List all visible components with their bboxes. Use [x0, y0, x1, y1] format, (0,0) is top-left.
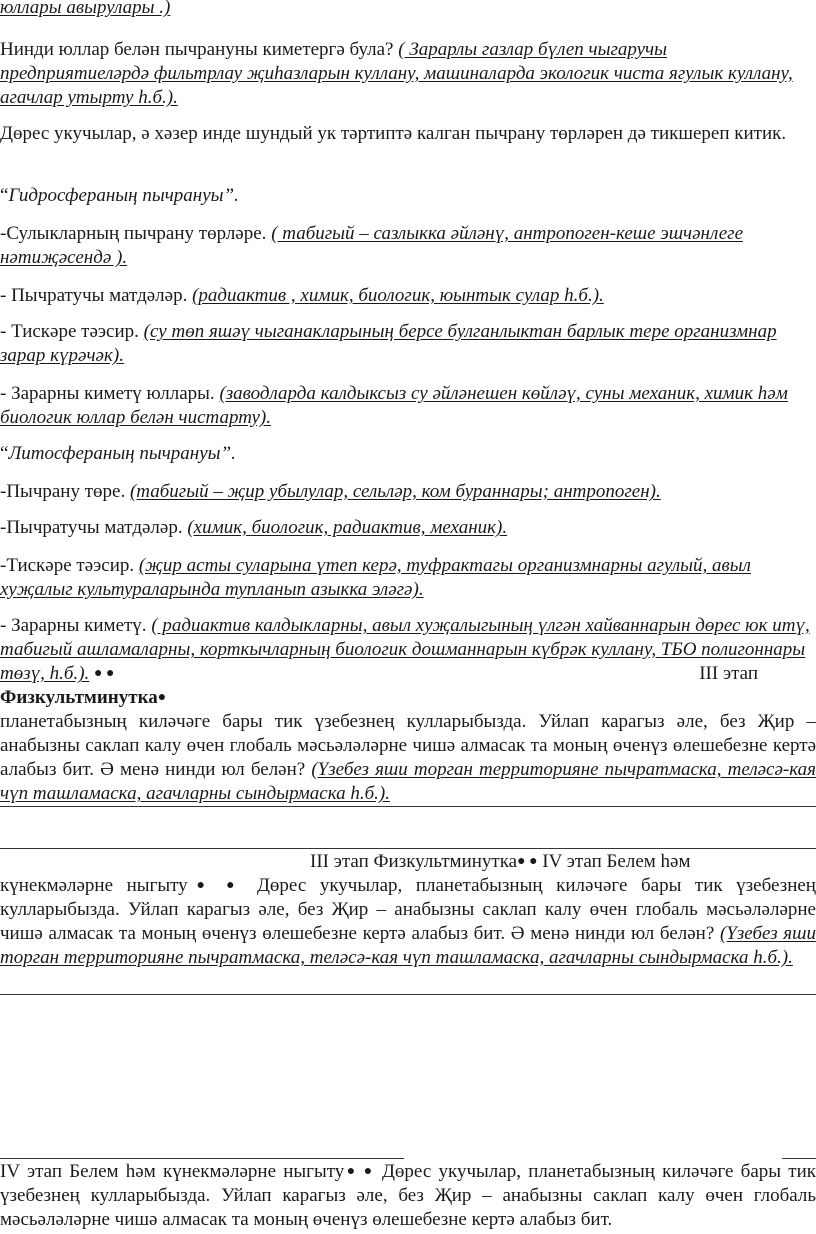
top-fragment: юллары авырулары .) [0, 0, 171, 18]
block1-heading: Физкультминутка● [0, 687, 167, 708]
divider [0, 1158, 404, 1159]
answer-text: ( Зарарлы газлар бүлеп чыгаручы предприятиеләрдә фильтрлау җиһазларын куллану, машиналарда экологик чиста ягулык куллану, агачлар утырту һ.б.). [0, 39, 793, 108]
divider [0, 848, 816, 849]
bullet-marks: ● ● [94, 666, 115, 681]
hydro-item: - Зарарны киметү юллары. (заводларда калдыксыз су әйләнешен көйләү, суны механик, химик һәм биологик юллар белән чистарту). [0, 383, 788, 428]
block2-heading: күнекмәләрне ныгыту [0, 875, 188, 896]
block2-body: күнекмәләрне ныгыту● ● Дөрес укучылар, планетабызның киләчәге бары тик үзебезнең кулларыбызда. Уйлап карагыз әле, без Җир – анабызны саклап калу өчен глобаль мәсьәләләрне чишә алмасак та моның өченүз өлешебезне кертә алабыз бит. Ә менә нинди юл белән? (Үзебез яши торган территорияне пычратмаска, теләсә-кая чүп ташламаска, агачларны сындырмаска һ.б.). [0, 875, 816, 968]
block2-heading-line: III этап Физкультминутка● ● IV этап Белем һәм [310, 851, 691, 872]
block3-heading: IV этап Белем һәм күнекмәләрне ныгыту [0, 1161, 345, 1182]
litho-item: -Пычратучы матдәләр. (химик, биологик, радиактив, механик). [0, 517, 508, 538]
question-ways-paragraph [0, 38, 816, 110]
litho-item: -Пычрану төре. (табигый – җир убылулар, сельләр, ком бураннары; антропоген). [0, 481, 661, 502]
litho-heading: “Литосфераның пычрануы”. [0, 443, 236, 464]
divider [782, 1158, 816, 1159]
divider [0, 806, 816, 807]
question-text: Нинди юллар белән пычрануны киметергә була? [0, 39, 399, 60]
hydro-item: - Пычратучы матдәләр. (радиактив , химик, биологик, юынтык сулар һ.б.). [0, 285, 604, 306]
block1-body: планетабызның киләчәге бары тик үзебезнең кулларыбызда. Уйлап карагыз әле, без Җир – анабызны саклап калу өчен глобаль мәсьәләләрне чишә алмасак та моның өченүз өлешебезне кертә алабыз бит. Ә менә нинди юл белән? (Үзебез яши торган территорияне пычратмаска, теләсә-кая чүп ташламаска, агачларны сындырмаска һ.б.). [0, 711, 816, 804]
intro-paragraph: Дөрес укучылар, ә хәзер инде шундый ук тәртиптә калган пычрану төрләрен дә тикшереп китик. [0, 123, 787, 144]
litho-item: -Тискәре тәэсир. (җир асты суларына үтеп керә, туфрактагы организмнарны агулый, авыл хуҗалыг культураларында тупланып азыкка эләгә). [0, 555, 751, 600]
hydro-item: -Сулыкларның пычрану төрләре. ( табигый – сазлыкка әйләнү, антропоген-кеше эшчәнлеге нәтиҗәсендә ). [0, 223, 744, 268]
litho-item-last: - Зарарны киметү. ( радиактив калдыкларны, авыл хуҗалыгының үлгән хайваннарын дөрес юк итү, табигый ашламаларны, корткычларның биологик дошманнарын күбрәк куллану, ТБО полигоннары төзү, һ.б.). ● ● [0, 615, 810, 684]
divider [0, 994, 816, 995]
hydro-item: - Тискәре тәэсир. (су төп яшәү чыганакларының берсе булганлыктан барлык тере организмнар зарар күрәчәк). [0, 321, 777, 366]
block3-body: IV этап Белем һәм күнекмәләрне ныгыту● ● Дөрес укучылар, планетабызның киләчәге бары тик үзебезнең кулларыбызда. Уйлап карагыз әле, без Җир – анабызны саклап калу өчен глобаль мәсьәләләрне чишә алмасак та моның өченүз өлешебезне кертә алабыз бит. [0, 1161, 816, 1230]
hydro-heading: “Гидросфераның пычрануы”. [0, 185, 239, 206]
stage-label: III этап [699, 663, 758, 684]
